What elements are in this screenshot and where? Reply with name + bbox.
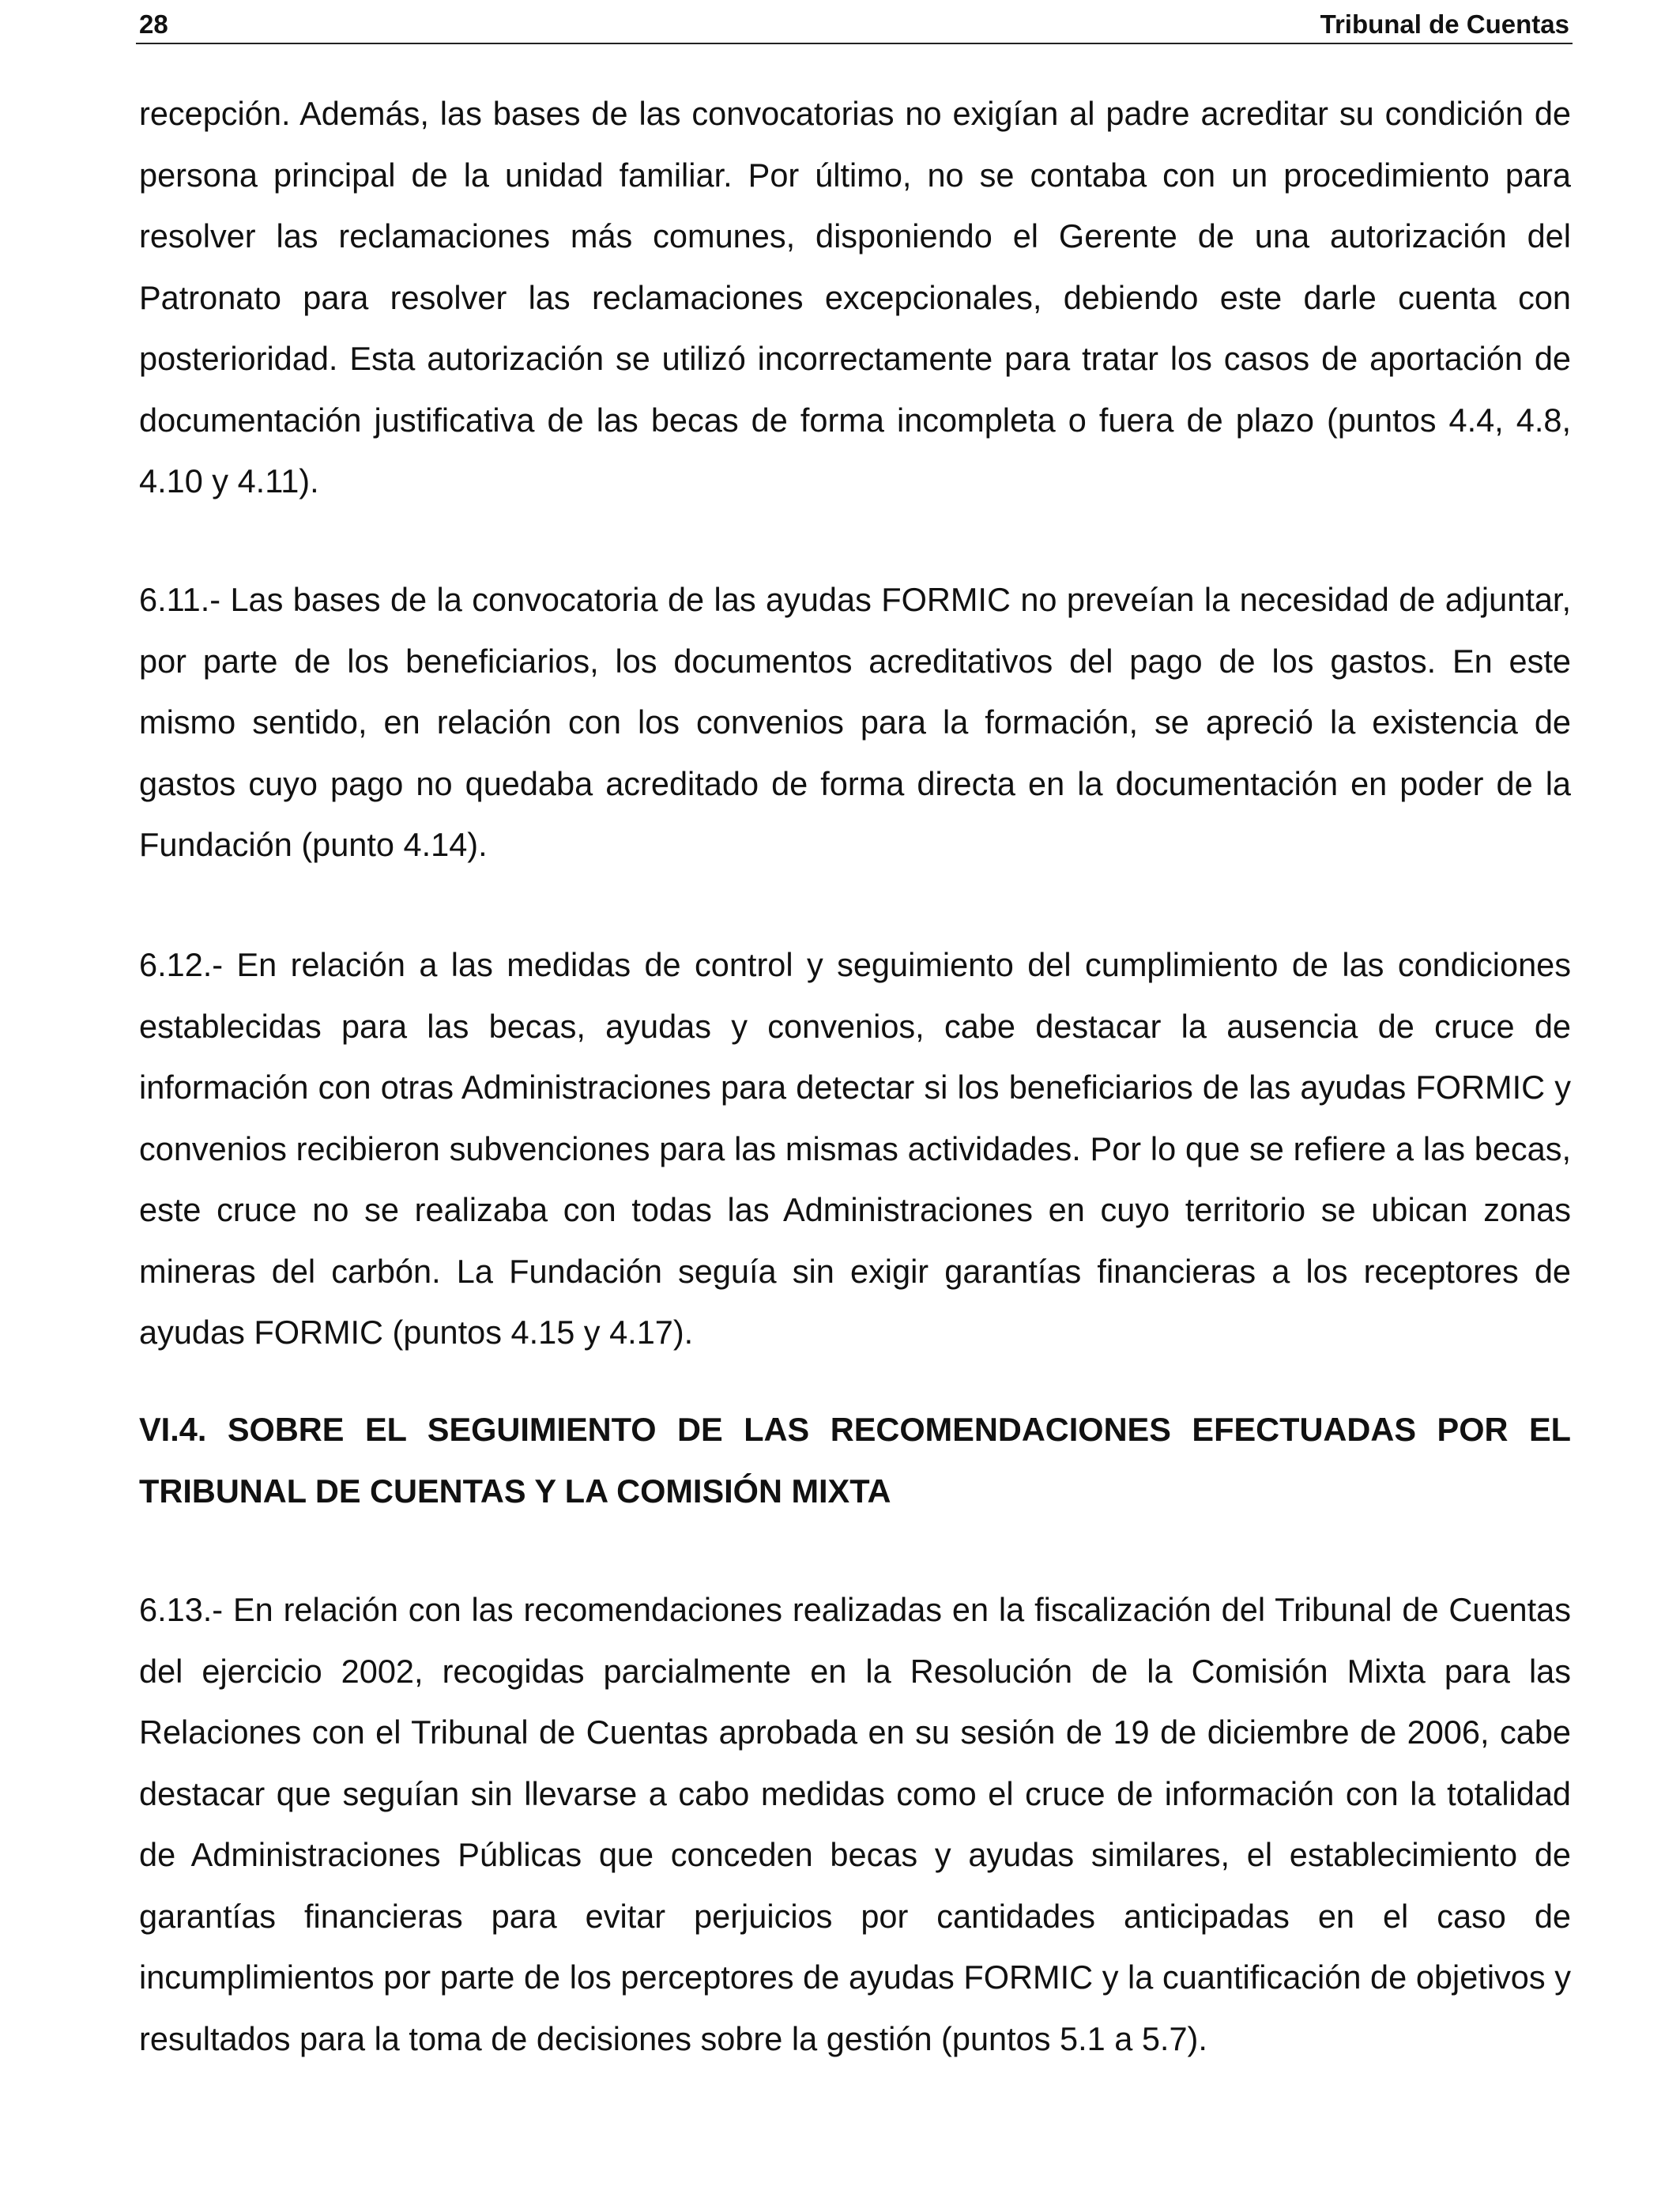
header-organization: Tribunal de Cuentas [1320,9,1569,39]
paragraph-6-12: 6.12.- En relación a las medidas de control y seguimiento del cumplimiento de las condiciones establecidas para las becas, ayudas y convenios, cabe destacar la ausencia de cruce de información con otras Administraciones para detectar si los beneficiarios de las ayudas FORMIC y convenios recibieron subvenciones para las mismas actividades. Por lo que se refiere a las becas, este cruce no se realizaba con todas las Administraciones en cuyo territorio se ubican zonas mineras del carbón. La Fundación seguía sin exigir garantías financieras a los receptores de ayudas FORMIC (puntos 4.15 y 4.17). [139,946,1571,1351]
page-header [136,8,1573,44]
page-number: 28 [139,9,168,39]
paragraph-6-13: 6.13.- En relación con las recomendaciones realizadas en la fiscalización del Tribunal de Cuentas del ejercicio 2002, recogidas parcialmente en la Resolución de la Comisión Mixta para las Relaciones con el Tribunal de Cuentas aprobada en su sesión de 19 de diciembre de 2006, cabe destacar que seguían sin llevarse a cabo medidas como el cruce de información con la totalidad de Administraciones Públicas que conceden becas y ayudas similares, el establecimiento de garantías financieras para evitar perjuicios por cantidades anticipadas en el caso de incumplimientos por parte de los perceptores de ayudas FORMIC y la cuantificación de objetivos y resultados para la toma de decisiones sobre la gestión (puntos 5.1 a 5.7). [139,1591,1571,2057]
section-heading: VI.4. SOBRE EL SEGUIMIENTO DE LAS RECOMENDACIONES EFECTUADAS POR EL TRIBUNAL DE CUENTAS Y LA COMISIÓN MIXTA [139,1411,1571,1510]
paragraph-6-11: 6.11.- Las bases de la convocatoria de las ayudas FORMIC no preveían la necesidad de adjuntar, por parte de los beneficiarios, los documentos acreditativos del pago de los gastos. En este mismo sentido, en relación con los convenios para la formación, se apreció la existencia de gastos cuyo pago no quedaba acreditado de forma directa en la documentación en poder de la Fundación (punto 4.14). [139,581,1571,863]
paragraph-continuation: recepción. Además, las bases de las convocatorias no exigían al padre acreditar su condición de persona principal de la unidad familiar. Por último, no se contaba con un procedimiento para resolver las reclamaciones más comunes, disponiendo el Gerente de una autorización del Patronato para resolver las reclamaciones excepcionales, debiendo este darle cuenta con posterioridad. Esta autorización se utilizó incorrectamente para tratar los casos de aportación de documentación justificativa de las becas de forma incompleta o fuera de plazo (puntos 4.4, 4.8, 4.10 y 4.11). [139,95,1571,499]
